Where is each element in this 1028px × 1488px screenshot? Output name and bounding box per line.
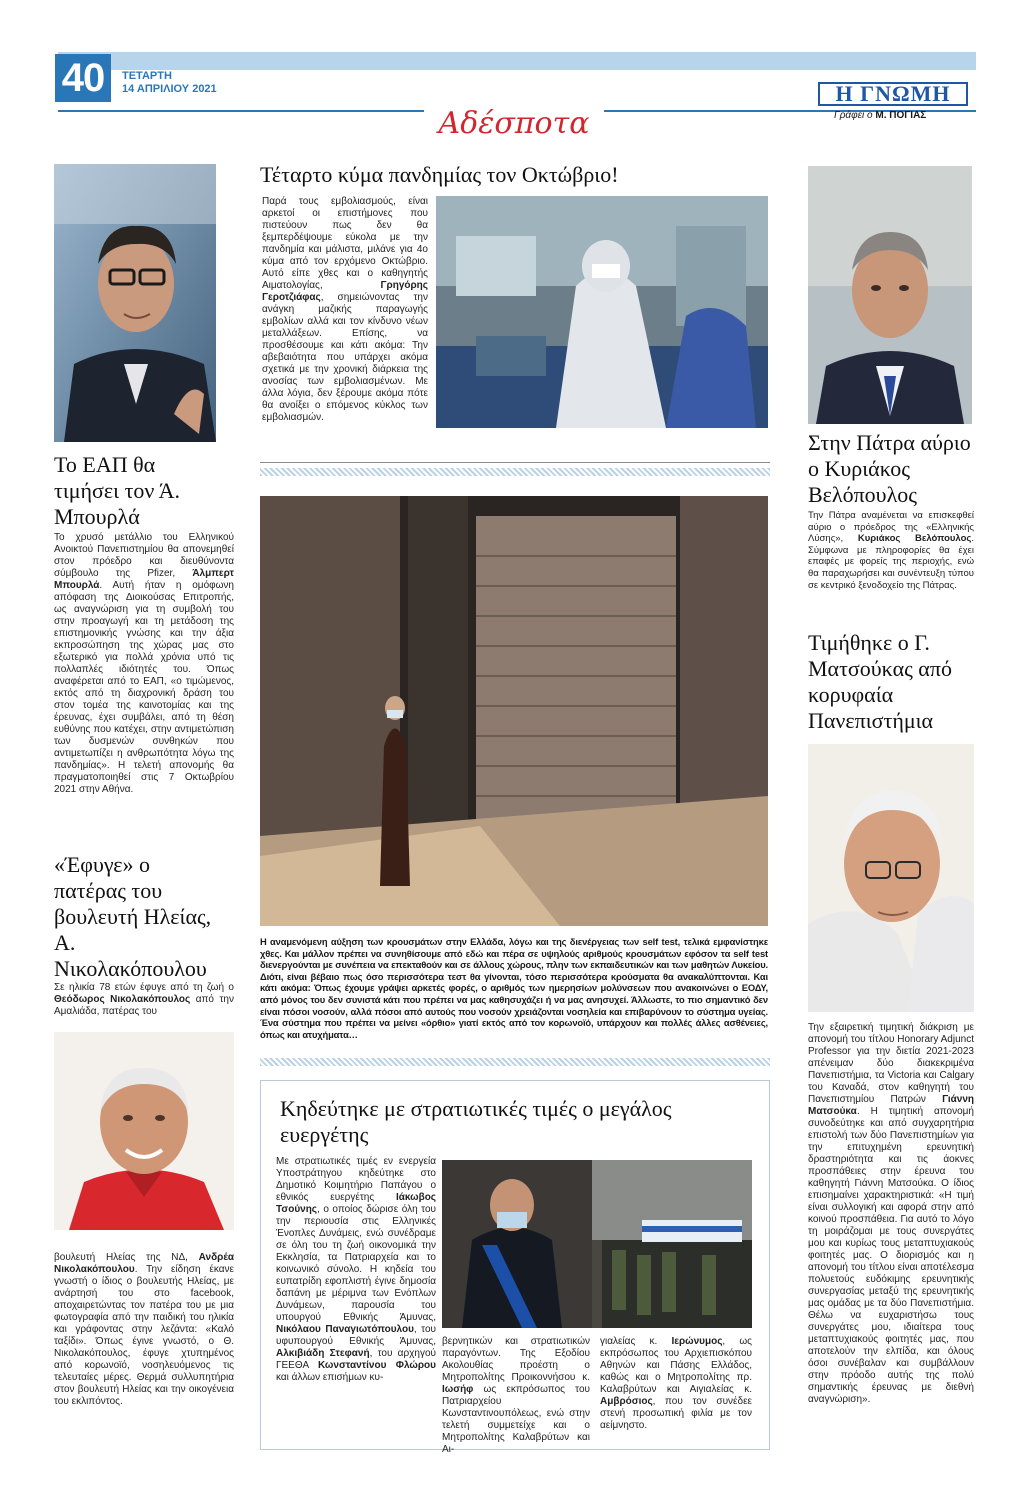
funeral-col2-bold-1: Ιωσήφ [442, 1384, 474, 1395]
matsoukas-body [808, 1022, 974, 1406]
eap-body-part-2: . Αυτή ήταν η ομόφωνη απόφαση της Διοικούσας Επιτροπής, ως αναγνώριση για τη συμβολή του στην προαγωγή και τη μετάδοση της επιστημονικής γνώσης και την άξια εκπροσώπηση της χώρας μας στο εξωτερικό για πολλά χρόνια υπό τις πολλαπλές ιδιότητές του. Όπως αναφέρεται από το ΕΑΠ, «ο τιμώμενος, εκτός από τη διαχρονική δράση του στον τομέα της καινοτομίας και της έρευνας, έχει συμβάλει, από τη θέση ευθύνης που κατέχει, στην αντιμετώπιση των δυσμενών συνθηκών που αντιμετωπίζει η ανθρωπότητα λόγω της πανδημίας». Η τελετή απονομής θα πραγματοποιηθεί στις 7 Οκτωβρίου 2021 στην Αθήνα. [54, 580, 234, 795]
byline-prefix: Γράφει ο [834, 110, 873, 121]
bourla-photo-illustration [54, 164, 216, 442]
pandemic-body-part-2: , σημειώνοντας την ανάγκη μαζικής παραγωγής εμβολίων αλλά και τον κίνδυνο νέων μεταλλάξεων. Επίσης, να προσθέσουμε και κάτι ακόμα: Την αβεβαιότητα που υπάρχει ακόμα σχετικά με την χρονική διάρκεια της ανοσίας των εμβολιασμένων. Με άλλα λόγια, δεν ξέρουμε ακόμα πότε θα ανοίξει ο επόμενος κύκλος των εμβολιασμών. [262, 292, 428, 423]
funeral-photo-illustration [442, 1160, 752, 1328]
street-photo [260, 496, 768, 926]
hospital-photo-illustration [436, 196, 768, 428]
funeral-column-3 [600, 1336, 752, 1432]
nikolakopoulos-body-bold: Ανδρέα Νικολακόπουλου [54, 1252, 234, 1275]
eap-body [54, 532, 234, 796]
pandemic-title: Τέταρτο κύμα πανδημίας τον Οκτώβριο! [260, 162, 619, 187]
issue-date-text: 14 ΑΠΡΙΛΙΟΥ 2021 [122, 83, 217, 95]
bourla-photo [54, 164, 216, 442]
newspaper-logo: Η ΓΝΩΜΗ [818, 82, 968, 106]
funeral-col1-part-5: και άλλων επισήμων κυ- [276, 1372, 384, 1383]
funeral-col1-bold-1: Ιάκωβος Τσούνης [276, 1192, 436, 1215]
matsoukas-body-part-1: Την εξαιρετική τιμητική διάκριση με απονομή του τίτλου Honorary Adjunct Professor για την διετία 2021-2023 απένειμαν δύο διακεκριμένα Πανεπιστήμια, τα Victoria και Calgary του Καναδά, στον καθηγητή του Πανεπιστημίου Πατρών [808, 1022, 974, 1105]
funeral-column-1 [276, 1156, 436, 1384]
funeral-col3-part-2: , ως εκπρόσωπος του Αρχιεπισκόπου Αθηνών και Πάσης Ελλάδος, καθώς και ο Μητροπολίτης πρ. Καλαβρύτων και Αιγιαλείας κ. [600, 1336, 752, 1395]
velopoulos-title: Στην Πάτρα αύριο ο Κυριάκος Βελόπουλος [808, 430, 971, 507]
pandemic-body-bold: Γρηγόρης Γεροτζιάφας [262, 280, 428, 303]
byline [834, 110, 926, 121]
pandemic-body-part-1: Παρά τους εμβολιασμούς, είναι αρκετοί οι επιστήμονες που πιστεύουν πως δεν θα ξεμπερδέψουμε εύκολα με την πανδημία και μάλιστα, μιλάνε για 4ο κύμα από τον ερχόμενο Οκτώβριο. Αυτό είπε χθες και ο καθηγητής Αιματολογίας, [262, 196, 428, 291]
matsoukas-photo [808, 744, 974, 1012]
stripe-bottom [260, 1058, 770, 1066]
eap-body-part-1: Το χρυσό μετάλλιο του Ελληνικού Ανοικτού Πανεπιστημίου θα απονεμηθεί στον πρόεδρο και διευθύνοντα σύμβουλο της Pfizer, [54, 532, 234, 579]
nikolakopoulos-photo [54, 1032, 234, 1230]
funeral-col1-bold-2: Νικόλαου Παναγιωτόπουλου [276, 1324, 414, 1335]
velopoulos-body-part-2: . Σύμφωνα με πληροφορίες θα έχει επαφές με φορείς της περιοχής, ενώ θα παραχωρήσει και συνέντευξη τύπου σε κεντρικό ξενοδοχείο της Πάτρας. [808, 533, 974, 591]
velopoulos-body-bold: Κυριάκος Βελόπουλος [857, 533, 972, 545]
matsoukas-body-part-2: . Η τιμητική απονομή συνοδεύτηκε και από συγχαρητήρια επιστολή των δύο Πανεπιστημίων για την επιτυχημένη ερευνητική δραστηριότητα και τις άοκνες προσπάθειες στην έρευνα του καθηγητή Γιάννη Ματσούκα. Ο ίδιος επισημαίνει χαρακτηριστικά: «Η τιμή είναι συλλογική και αφορά στην από κοινού προσπάθεια. Για αυτό το λόγο τη μοιράζομαι με τους συνεργάτες μου και κυρίως τους μεταπτυχιακούς φοιτητές μας. Ο διορισμός και η απονομή του τίτλου είναι αποτέλεσμα πολυετούς ευδόκιμης ερευνητικής συνεργασίας μεταξύ της ερευνητικής μας ομάδας με τα δύο Πανεπιστήμια. Θέλω να ευχαριστήσω τους συνεργάτες μου, ιδιαίτερα τους μεταπτυχιακούς φοιτητές μας, που αποτελούν την ελπίδα, και όλους όσοι συνέβαλαν και συμβάλλουν στην πρόοδο αυτής της πολύ σημαντικής έρευνας με διεθνή αναγνώριση». [808, 1106, 974, 1405]
byline-author: Μ. ΠΟΓΙΑΣ [875, 110, 927, 121]
nikolakopoulos-intro-part-2: από την Αμαλιάδα, πατέρας του [54, 994, 234, 1017]
nikolakopoulos-intro-part-1: Σε ηλικία 78 ετών έφυγε από τη ζωή ο [54, 982, 234, 993]
nikolakopoulos-title: «Έφυγε» ο πατέρας του βουλευτή Ηλείας, Α. Νικολακόπουλου [54, 852, 212, 981]
funeral-col3-part-3: , που τον συνέδεε στενή προσωπική φιλία με τον αείμνηστο. [600, 1396, 752, 1431]
funeral-col1-part-1: Με στρατιωτικές τιμές εν ενεργεία Υποστράτηγου κηδεύτηκε στο Δημοτικό Κοιμητήριο Παπάγου ο εθνικός ευεργέτης [276, 1156, 436, 1203]
issue-date [122, 70, 217, 96]
funeral-col1-part-4: , του αρχηγού ΓΕΕΘΑ [276, 1348, 436, 1371]
page-number: 40 [55, 54, 111, 102]
funeral-col3-bold-2: Αμβρόσιος [600, 1396, 653, 1407]
funeral-col1-part-3: , του υφυπουργού Εθνικής Άμυνας, [276, 1324, 436, 1347]
funeral-title: Κηδεύτηκε με στρατιωτικές τιμές ο μεγάλος ευεργέτης [280, 1096, 672, 1147]
funeral-col3-part-1: γιαλείας κ. [600, 1336, 672, 1347]
divider-top [260, 462, 770, 463]
section-title: Αδέσποτα [424, 104, 604, 144]
header-band [58, 52, 976, 70]
funeral-col1-bold-3: Αλκιβιάδη Στεφανή [276, 1348, 370, 1359]
street-photo-caption: Η αναμενόμενη αύξηση των κρουσμάτων στην Ελλάδα, λόγω και της διενέργειας των self test, τελικά εμφανίστηκε χθες. Και μάλλον πρέπει να συνηθίσουμε από εδώ και πέρα σε υψηλούς αριθμούς κρουσμάτων εφόσον τα self test διενεργούνται με συνέπεια να επεκταθούν και σε άλλους χώρους, πλην των εκπαιδευτικών και των μαθητών Λυκείου. Διότι, είναι βέβαιο πως όσο περισσότερα τεστ θα γίνονται, τόσο περισσότερα κρούσματα θα ανακαλύπτονται. Και κάτι ακόμα: Όπως έχουμε γράψει αρκετές φορές, ο αριθμός των ημερησίων μολύνσεων που ανακοινώνει ο ΕΟΔΥ, από μόνος του δεν συνιστά κάτι που πρέπει να μας καθησυχάζει ή να μας ανησυχεί. Άλλωστε, το πιο σημαντικό δεν είναι πόσοι νοσούν, αλλά πόσοι από αυτούς που νοσούν χρειάζονται νοσηλεία και επιβαρύνουν το σύστημα υγείας. Ένα σύστημα που πρέπει να μείνει «όρθιο» γιατί εκτός από τον κορωνοϊό, υπάρχουν και πολλές άλλες ασθένειες, όπως και ατυχήματα… [260, 936, 768, 1040]
stripe-top [260, 468, 770, 476]
funeral-photo [442, 1160, 752, 1328]
funeral-col3-bold-1: Ιερώνυμος [671, 1336, 723, 1347]
funeral-column-2 [442, 1336, 590, 1456]
street-photo-illustration [260, 496, 768, 926]
velopoulos-photo [808, 166, 972, 424]
funeral-col1-bold-4: Κωνσταντίνου Φλώρου [317, 1360, 436, 1371]
matsoukas-title: Τιμήθηκε ο Γ. Ματσούκας από κορυφαία Πανεπιστήμια [808, 630, 952, 733]
nikolakopoulos-body-part-2: . Την είδηση έκανε γνωστή ο ίδιος ο βουλευτής Ηλείας, με ανάρτησή του στο facebook, αποχαιρετώντας τον πατέρα του με μια φωτογραφία από την παιδική του ηλικία και γράφοντας στην λεζάντα: «Καλό ταξίδι». Όπως έγινε γνωστό, ο Θ. Νικολακόπουλος, έφυγε χτυπημένος από κορωνοϊό, νοσηλευόμενος τις τελευταίες μέρες. Θερμά συλλυπητήρια στον βουλευτή Ηλείας και την οικογένεια του εκλιπόντος. [54, 1264, 234, 1407]
eap-body-bold: Άλμπερτ Μπουρλά [54, 568, 234, 591]
velopoulos-photo-illustration [808, 166, 972, 424]
velopoulos-body-part-1: Την Πάτρα αναμένεται να επισκεφθεί αύριο ο πρόεδρος της «Ελληνικής Λύσης», [808, 510, 974, 545]
funeral-col2-part-1: βερνητικών και στρατιωτικών παραγόντων. Της Εξοδίου Ακολουθίας προέστη ο Μητροπολίτης Προικοννήσου κ. [442, 1336, 590, 1383]
nikolakopoulos-intro [54, 982, 234, 1018]
funeral-col2-part-2: ως εκπρόσωπος του Πατριαρχείου Κωνσταντινουπόλεως, ενώ στην τελετή συμμετείχε και ο Μητροπολίτης Καλαβρύτων και Αι- [442, 1384, 590, 1455]
nikolakopoulos-photo-illustration [54, 1032, 234, 1230]
nikolakopoulos-intro-bold: Θεόδωρος Νικολακόπουλος [54, 994, 191, 1005]
velopoulos-body [808, 510, 974, 591]
funeral-col1-part-2: , ο οποίος δώρισε όλη του την περιουσία στις Ελληνικές Ένοπλες Δυνάμεις, ενώ συνέδραμε σε όλη του τη ζωή οικονομικά την Εκκλησία, τα Πατριαρχεία και το κοινωνικό σύνολο. Η κηδεία του ευπατρίδη εφοπλιστή έγινε δημοσία δαπάνη με μέριμνα των Ενόπλων Δυνάμεων, παρουσία του υπουργού Εθνικής Άμυνας, [276, 1204, 436, 1323]
pandemic-body [262, 196, 428, 424]
issue-day: ΤΕΤΑΡΤΗ [122, 70, 172, 82]
matsoukas-photo-illustration [808, 744, 974, 1012]
nikolakopoulos-body-part-1: βουλευτή Ηλείας της ΝΔ, [54, 1252, 199, 1263]
hospital-photo [436, 196, 768, 428]
nikolakopoulos-body [54, 1252, 234, 1408]
matsoukas-body-bold: Γιάννη Ματσούκα [808, 1094, 974, 1117]
eap-title: Το ΕΑΠ θα τιμήσει τον Ά. Μπουρλά [54, 452, 181, 529]
